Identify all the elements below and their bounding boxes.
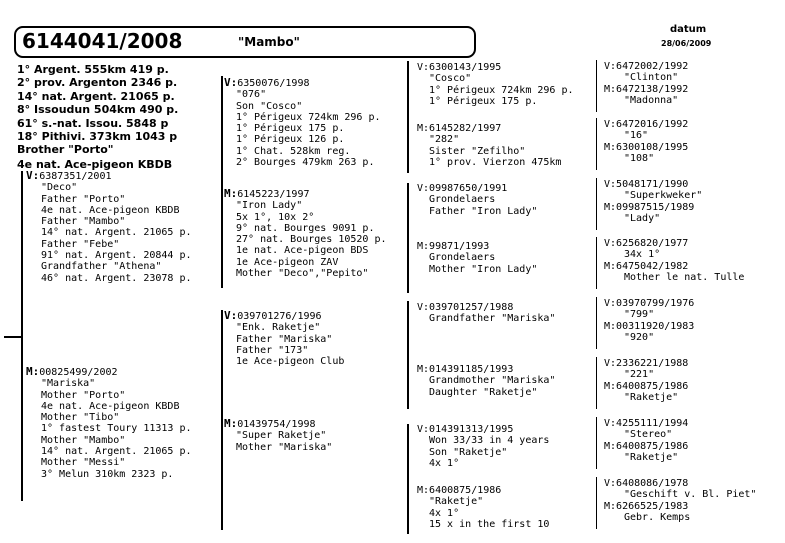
- ring-number: 03970799/1976: [616, 298, 695, 309]
- parent-label: M:: [224, 187, 238, 200]
- parent-label: V:: [604, 478, 617, 489]
- gen4-bracket: [596, 118, 597, 170]
- parent-label: M:: [26, 365, 40, 378]
- father-entry: [26, 170, 192, 284]
- parent-label: V:: [417, 183, 430, 194]
- ring-number: 6400875/1986: [616, 441, 689, 452]
- gen3-bar-4: [407, 424, 409, 534]
- gen4-bracket: [596, 357, 597, 409]
- parent-label: V:: [224, 309, 238, 322]
- parent-label: M:: [417, 485, 430, 496]
- gen4-entry: [604, 298, 694, 321]
- pedigree-line: Grandfather "Athena": [41, 261, 162, 273]
- pedigree-line: Father "Mambo": [41, 216, 126, 228]
- pedigree-line: Mother "Deco","Pepito": [236, 268, 369, 280]
- pedigree-line: 1° Périgeux 175 p.: [236, 123, 345, 135]
- pedigree-line: Son "Cosco": [236, 100, 303, 112]
- pedigree-line: Father "Febe": [41, 238, 120, 250]
- parent-label: M:: [604, 501, 617, 512]
- pedigree-line: 4e nat. Ace-pigeon KBDB: [41, 204, 180, 216]
- pedigree-line: 1° fastest Toury 11313 p.: [41, 423, 192, 435]
- achievement-line: 14° nat. Argent. 21065 p.: [17, 89, 175, 103]
- pedigree-line: Son "Raketje": [429, 446, 508, 458]
- pedigree-line: "Enk. Raketje": [236, 322, 321, 334]
- pedigree-line: 1e nat. Ace-pigeon BDS: [236, 245, 369, 257]
- ring-number: 6266525/1983: [616, 501, 689, 512]
- pedigree-line: "Iron Lady": [236, 200, 303, 212]
- pedigree-line: "Raketje": [624, 452, 679, 464]
- parent-label: M:: [417, 241, 430, 252]
- parent-label: V:: [604, 298, 617, 309]
- pigeon-name: "Mambo": [238, 35, 300, 49]
- parent-label: M:: [604, 381, 617, 392]
- gen3-entry: [417, 485, 549, 530]
- ring-number: 039701276/1996: [237, 311, 322, 322]
- parent-label: M:: [417, 364, 430, 375]
- pedigree-line: Daughter "Raketje": [429, 386, 538, 398]
- pedigree-line: Father "Iron Lady": [429, 205, 538, 217]
- parent-label: M:: [417, 123, 430, 134]
- gen4-entry: [604, 501, 690, 524]
- ring-number: 09987515/1989: [616, 202, 695, 213]
- gen4-entry: [604, 84, 688, 107]
- parent-label: M:: [604, 84, 617, 95]
- datum-label: datum: [670, 24, 707, 35]
- pedigree-line: Mother le nat. Tulle: [624, 272, 745, 284]
- ring-number: 5048171/1990: [616, 179, 689, 190]
- parent-label: M:: [604, 202, 617, 213]
- ring-number: 014391185/1993: [429, 364, 514, 375]
- pedigree-line: 9° nat. Bourges 9091 p.: [236, 222, 375, 234]
- pedigree-line: 1° Périgeux 175 p.: [429, 95, 538, 107]
- pedigree-line: "Madonna": [624, 95, 679, 107]
- gen4-bracket: [596, 237, 597, 289]
- gen2-entry: [224, 77, 381, 168]
- parent-label: V:: [26, 169, 40, 182]
- gen4-entry: [604, 238, 688, 261]
- pedigree-line: Sister "Zefilho": [429, 145, 526, 157]
- pedigree-line: 1° Chat. 528km reg.: [236, 145, 351, 157]
- parent-label: V:: [417, 424, 430, 435]
- gen3-bar-2: [407, 183, 409, 293]
- achievement-line: 1° Argent. 555km 419 p.: [17, 63, 169, 76]
- parent-label: M:: [604, 261, 617, 272]
- pedigree-line: "799": [624, 309, 655, 321]
- ring-number: 6408086/1978: [616, 478, 689, 489]
- pedigree-line: 1e Ace-pigeon Club: [236, 356, 345, 368]
- gen4-entry: [604, 202, 694, 225]
- parent-label: M:: [604, 321, 617, 332]
- gen3-entry: [417, 302, 555, 325]
- pedigree-line: Father "173": [236, 344, 309, 356]
- pedigree-line: 14° nat. Argent. 21065 p.: [41, 227, 192, 239]
- parent-label: M:: [224, 417, 238, 430]
- ring-number: 6472002/1992: [616, 61, 689, 72]
- pedigree-line: 4x 1°: [429, 457, 460, 469]
- pedigree-line: Mother "Tibo": [41, 412, 120, 424]
- gen3-entry: [417, 62, 574, 107]
- gen4-entry: [604, 381, 688, 404]
- parent-label: V:: [417, 302, 430, 313]
- pedigree-line: "076": [236, 89, 267, 101]
- parent-label: V:: [604, 119, 617, 130]
- parent-label: V:: [604, 418, 617, 429]
- pedigree-line: "Stereo": [624, 429, 673, 441]
- parent-label: V:: [604, 179, 617, 190]
- parent-label: V:: [604, 358, 617, 369]
- pedigree-line: 1° prov. Vierzon 475km: [429, 156, 562, 168]
- pedigree-line: Gebr. Kemps: [624, 512, 691, 524]
- gen3-entry: [417, 241, 537, 275]
- pedigree-line: "16": [624, 130, 649, 142]
- gen3-entry: [417, 183, 537, 217]
- pedigree-line: 1° Périgeux 126 p.: [236, 134, 345, 146]
- pedigree-line: "920": [624, 332, 655, 344]
- ring-number: 6300143/1995: [429, 62, 502, 73]
- gen4-bracket: [596, 297, 597, 349]
- pedigree-line: 4x 1°: [429, 507, 460, 519]
- pedigree-line: "Superkweker": [624, 190, 703, 202]
- pedigree-line: "Geschift v. Bl. Piet": [624, 489, 757, 501]
- gen1-bar: [21, 171, 23, 501]
- gen4-entry: [604, 142, 688, 165]
- gen2-entry: [224, 310, 344, 367]
- gen3-bar-1: [407, 61, 409, 173]
- pedigree-line: 1° Périgeux 724km 296 p.: [236, 111, 381, 123]
- ring-number: 00825499/2002: [39, 367, 118, 378]
- pedigree-line: 4e nat. Ace-pigeon KBDB: [41, 400, 180, 412]
- pedigree-line: 5x 1°, 10x 2°: [236, 211, 315, 223]
- pedigree-line: 3° Melun 310km 2323 p.: [41, 468, 174, 480]
- parent-label: V:: [417, 62, 430, 73]
- achievement-line: 4e nat. Ace-pigeon KBDB: [17, 157, 173, 171]
- gen4-entry: [604, 261, 744, 284]
- datum-value: 28/06/2009: [661, 39, 712, 48]
- gen4-bracket: [596, 417, 597, 469]
- gen3-entry: [417, 424, 549, 469]
- gen2-entry: [224, 418, 332, 453]
- parent-label: V:: [224, 76, 238, 89]
- pedigree-line: 46° nat. Argent. 23078 p.: [41, 272, 192, 284]
- gen4-entry: [604, 418, 688, 441]
- gen2-entry: [224, 188, 387, 279]
- gen2-bar-bottom: [221, 310, 223, 530]
- gen3-entry: [417, 123, 561, 168]
- pedigree-line: 91° nat. Argent. 20844 p.: [41, 250, 192, 262]
- ring-number: 09987650/1991: [429, 183, 508, 194]
- gen4-entry: [604, 119, 688, 142]
- root-tick: [4, 336, 22, 338]
- pedigree-line: "282": [429, 134, 460, 146]
- ring-number: 6300108/1995: [616, 142, 689, 153]
- ring-number: 6350076/1998: [237, 78, 310, 89]
- ring-number: 6400875/1986: [429, 485, 502, 496]
- gen4-bracket: [596, 178, 597, 230]
- ring-number: 6145223/1997: [237, 189, 310, 200]
- gen4-entry: [604, 441, 688, 464]
- ring-number: 6144041/2008: [22, 29, 183, 53]
- pedigree-line: "Lady": [624, 213, 661, 225]
- gen4-bracket: [596, 60, 597, 112]
- pedigree-line: 1° Périgeux 724km 296 p.: [429, 84, 574, 96]
- pedigree-line: 2° Bourges 479km 263 p.: [236, 157, 375, 169]
- achievement-line: 8° Issoudun 504km 490 p.: [17, 103, 179, 117]
- pedigree-line: "108": [624, 153, 655, 165]
- ring-number: 039701257/1988: [429, 302, 514, 313]
- pedigree-line: "Mariska": [41, 378, 96, 390]
- ring-number: 014391313/1995: [429, 424, 514, 435]
- pedigree-line: 27° nat. Bourges 10520 p.: [236, 234, 387, 246]
- pedigree-line: "Deco": [41, 182, 78, 194]
- pedigree-line: Mother "Mambo": [41, 434, 126, 446]
- parent-label: V:: [604, 238, 617, 249]
- ring-number: 00311920/1983: [616, 321, 695, 332]
- pedigree-line: "Raketje": [624, 392, 679, 404]
- gen4-bracket: [596, 477, 597, 529]
- pedigree-line: Mother "Porto": [41, 389, 126, 401]
- pedigree-line: "Cosco": [429, 73, 472, 85]
- gen4-entry: [604, 179, 702, 202]
- pedigree-line: 34x 1°: [624, 249, 661, 261]
- pedigree-line: "221": [624, 369, 655, 381]
- gen3-bar-3: [407, 301, 409, 409]
- pedigree-line: "Raketje": [429, 496, 484, 508]
- ring-number: 6472138/1992: [616, 84, 689, 95]
- pedigree-line: 1e Ace-pigeon ZAV: [236, 256, 339, 268]
- ring-number: 6472016/1992: [616, 119, 689, 130]
- gen4-entry: [604, 358, 688, 381]
- ring-number: 6145282/1997: [429, 123, 502, 134]
- achievement-line: 18° Pithivi. 373km 1043 p: [17, 130, 178, 144]
- pedigree-line: Won 33/33 in 4 years: [429, 435, 550, 447]
- ring-number: 6256820/1977: [616, 238, 689, 249]
- gen2-bar-top: [221, 76, 223, 288]
- pedigree-line: 14° nat. Argent. 21065 p.: [41, 446, 192, 458]
- gen4-entry: [604, 321, 694, 344]
- achievement-line: Brother "Porto": [17, 143, 114, 157]
- pedigree-line: "Super Raketje": [236, 430, 327, 442]
- achievement-line: 61° s.-nat. Issou. 5848 p: [17, 116, 169, 130]
- pedigree-line: Father "Porto": [41, 193, 126, 205]
- ring-number: 6400875/1986: [616, 381, 689, 392]
- mother-entry: [26, 366, 192, 480]
- parent-label: V:: [604, 61, 617, 72]
- pedigree-line: Grandmother "Mariska": [429, 375, 556, 387]
- pedigree-line: Mother "Mariska": [236, 441, 333, 453]
- ring-number: 6387351/2001: [39, 171, 112, 182]
- gen4-entry: [604, 61, 688, 84]
- gen4-entry: [604, 478, 756, 501]
- pedigree-line: Father "Mariska": [236, 333, 333, 345]
- ring-number: 2336221/1988: [616, 358, 689, 369]
- pedigree-line: Grondelaers: [429, 194, 496, 206]
- ring-number: 99871/1993: [429, 241, 490, 252]
- pedigree-line: 15 x in the first 10: [429, 518, 550, 530]
- parent-label: M:: [604, 441, 617, 452]
- pedigree-line: Grondelaers: [429, 252, 496, 264]
- achievement-line: 2° prov. Argenton 2346 p.: [17, 76, 178, 90]
- pedigree-line: Grandfather "Mariska": [429, 313, 556, 325]
- parent-label: M:: [604, 142, 617, 153]
- achievements-list: [17, 63, 178, 171]
- ring-number: 01439754/1998: [237, 419, 316, 430]
- pedigree-line: Mother "Iron Lady": [429, 263, 538, 275]
- ring-number: 6475042/1982: [616, 261, 689, 272]
- pedigree-line: "Clinton": [624, 72, 679, 84]
- pedigree-line: Mother "Messi": [41, 457, 126, 469]
- gen3-entry: [417, 364, 555, 398]
- ring-number: 4255111/1994: [616, 418, 689, 429]
